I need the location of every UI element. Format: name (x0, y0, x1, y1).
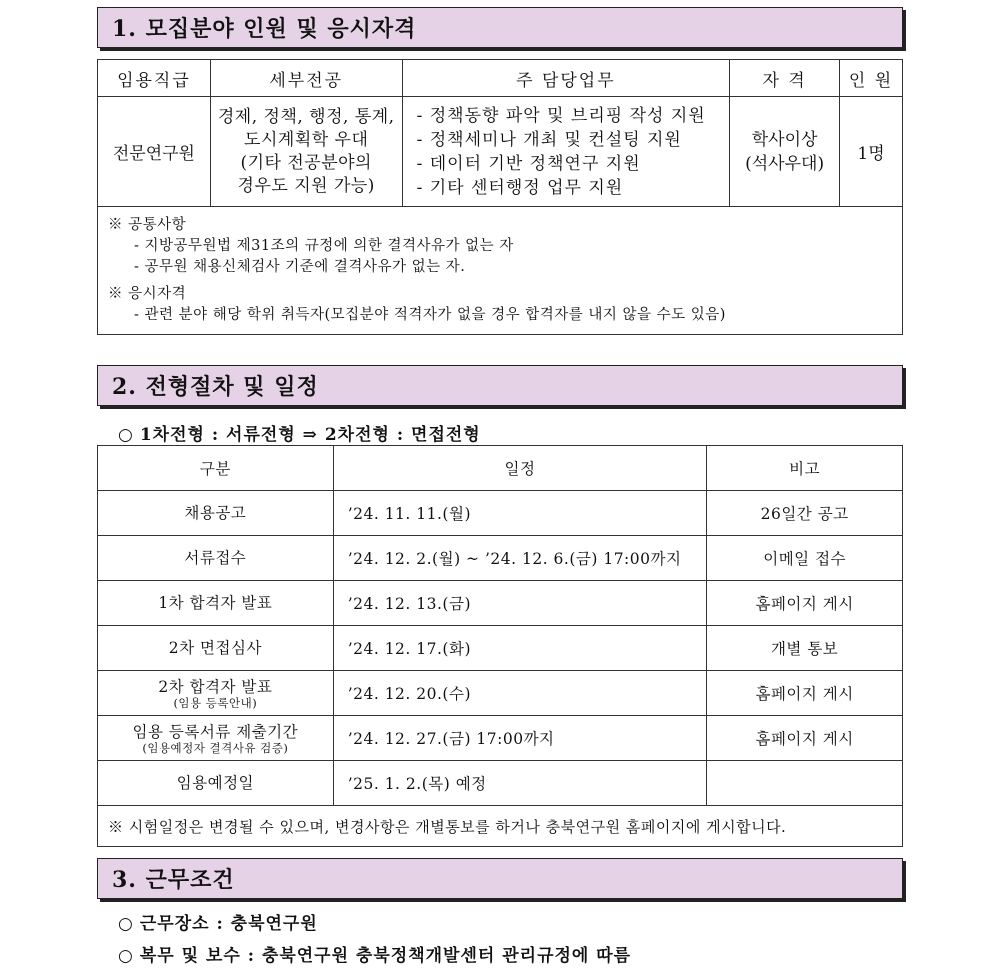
footnote-row (98, 806, 903, 847)
date-cell: ’24. 12. 17.(화) (333, 626, 707, 671)
apply-item: - 관련 분야 해당 학위 취득자(모집분야 적격자가 없을 경우 합격자를 내지 않을 수도 있음) (134, 307, 726, 323)
table-row (98, 536, 903, 581)
date-cell: ’24. 11. 11.(월) (333, 491, 707, 536)
section-3-title: 3. 근무조건 (97, 858, 903, 899)
date-cell: ’24. 12. 27.(금) 17:00까지 (333, 716, 707, 761)
col-header-note: 비고 (707, 446, 903, 491)
condition-text: 복무 및 보수 : 충북연구원 충북정책개발센터 관리규정에 따름 (139, 946, 632, 966)
col-header-date: 일정 (333, 446, 707, 491)
table-row (98, 716, 903, 761)
table-row (98, 97, 903, 207)
stage-cell (98, 671, 334, 716)
major-line: (기타 전공분야의 (240, 152, 372, 173)
col-header-count: 인 원 (840, 60, 903, 97)
duty-item: - 정책세미나 개최 및 컨설팅 지원 (416, 129, 682, 150)
schedule-table (97, 445, 903, 847)
major-line: 경우도 지원 가능) (237, 175, 375, 196)
date-cell: ’24. 12. 20.(수) (333, 671, 707, 716)
duties-cell (402, 97, 730, 207)
col-header-major: 세부전공 (210, 60, 402, 97)
bullet-icon: ○ (118, 914, 134, 934)
date-cell: ’24. 12. 13.(금) (333, 581, 707, 626)
stage-label: 채용공고 (184, 504, 247, 522)
duty-item: - 기타 센터행정 업무 지원 (416, 177, 624, 198)
table-row (98, 626, 903, 671)
notes-cell (98, 207, 903, 335)
table-header-row (98, 60, 903, 97)
stage-cell (98, 626, 334, 671)
footnote: ※ 시험일정은 변경될 수 있으며, 변경사항은 개별통보를 하거나 충북연구원 홈페이지에 게시합니다. (98, 806, 903, 847)
date-cell: ’25. 1. 2.(목) 예정 (333, 761, 707, 806)
col-header-stage: 구분 (98, 446, 334, 491)
stage-label: 임용예정일 (176, 774, 255, 792)
col-header-position: 임용직급 (98, 60, 211, 97)
stage-cell (98, 491, 334, 536)
table-row (98, 671, 903, 716)
count-cell: 1명 (840, 97, 903, 207)
section-2-title: 2. 전형절차 및 일정 (97, 365, 903, 406)
note-cell (707, 761, 903, 806)
stage-cell (98, 761, 334, 806)
condition-text: 근무장소 : 충북연구원 (139, 914, 318, 934)
col-header-duties: 주 담당업무 (402, 60, 730, 97)
note-cell: 26일간 공고 (707, 491, 903, 536)
major-line: 도시계획학 우대 (244, 129, 369, 150)
col-header-qualification: 자 격 (730, 60, 840, 97)
major-line: 경제, 정책, 행정, 통계, (217, 106, 395, 127)
stage-cell (98, 536, 334, 581)
qualification-cell (730, 97, 840, 207)
bullet-icon: ○ (118, 946, 134, 966)
stage-label: 임용 등록서류 제출기간 (132, 722, 299, 741)
condition-item (118, 941, 631, 966)
table-row (98, 761, 903, 806)
table-row (98, 491, 903, 536)
recruitment-table (97, 59, 903, 335)
bullet-icon: ○ (118, 425, 134, 445)
condition-item (118, 909, 318, 934)
position-cell: 전문연구원 (98, 97, 211, 207)
stage-sublabel: (임용예정자 결격사유 검증) (142, 740, 289, 755)
stage-label: 서류접수 (184, 549, 247, 567)
note-cell: 홈페이지 게시 (707, 716, 903, 761)
apply-title: ※ 응시자격 (108, 286, 187, 302)
date-cell: ’24. 12. 2.(월) ~ ’24. 12. 6.(금) 17:00까지 (333, 536, 707, 581)
stage-label: 1차 합격자 발표 (158, 594, 273, 612)
note-cell: 홈페이지 게시 (707, 581, 903, 626)
note-cell: 개별 통보 (707, 626, 903, 671)
duty-item: - 정책동향 파악 및 브리핑 작성 지원 (416, 105, 706, 126)
notes-row (98, 207, 903, 335)
process-text: 1차전형 : 서류전형 ⇒ 2차전형 : 면접전형 (139, 425, 481, 445)
note-cell: 홈페이지 게시 (707, 671, 903, 716)
common-item: - 지방공무원법 제31조의 규정에 의한 결격사유가 없는 자 (134, 238, 514, 254)
process-line (118, 420, 481, 445)
qualification-line: 학사이상 (751, 129, 818, 150)
stage-label: 2차 합격자 발표 (158, 677, 273, 696)
stage-cell (98, 716, 334, 761)
duty-item: - 데이터 기반 정책연구 지원 (416, 153, 641, 174)
stage-sublabel: (임용 등록안내) (173, 695, 258, 710)
common-title: ※ 공통사항 (108, 217, 187, 233)
section-1-title: 1. 모집분야 인원 및 응시자격 (97, 7, 903, 48)
note-cell: 이메일 접수 (707, 536, 903, 581)
stage-cell (98, 581, 334, 626)
stage-label: 2차 면접심사 (168, 639, 262, 657)
common-item: - 공무원 채용신체검사 기준에 결격사유가 없는 자. (134, 259, 466, 275)
table-header-row (98, 446, 903, 491)
qualification-line: (석사우대) (745, 153, 825, 174)
major-cell (210, 97, 402, 207)
table-row (98, 581, 903, 626)
